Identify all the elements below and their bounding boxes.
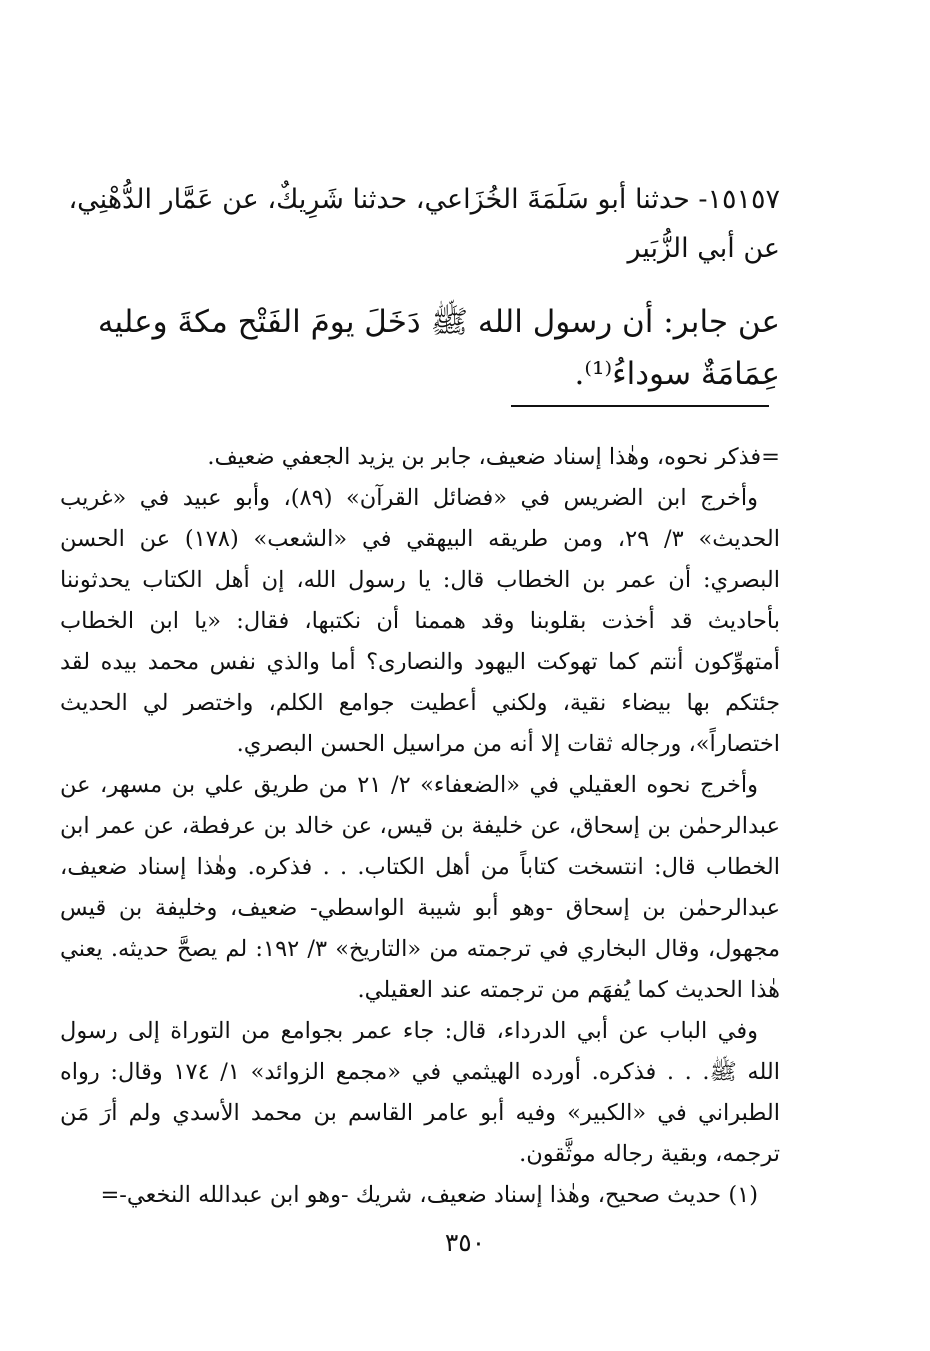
footnote-paragraph: وأخرج نحوه العقيلي في «الضعفاء» ٢/ ٢١ من طريق علي بن مسهر، عن عبدالرحمٰن بن إسحاق، عن خليفة بن قيس، عن خالد بن عرفطة، عن عمر ابن الخطاب قال: انتسخت كتاباً من أهل الكتاب. . . فذكره. وهٰذا إسناد ضعيف، عبدالرحمٰن بن إسحاق -وهو أبو شيبة الواسطي- ضعيف، وخليفة بن قيس مجهول، وقال البخاري في ترجمته من «التاريخ» ٣/ ١٩٢: لم يصحَّ حديثه. يعني هٰذا الحديث كما يُفهَم من ترجمته عند العقيلي. bbox=[60, 772, 781, 1003]
hadith-isnad bbox=[60, 175, 780, 273]
hadith-matn bbox=[60, 296, 780, 400]
matn-line-2: عِمَامَةٌ سوداءُ⁽¹⁾. bbox=[574, 356, 780, 392]
footnote-paragraph: وأخرج ابن الضريس في «فضائل القرآن» (٨٩)، وأبو عبيد في «غريب الحديث» ٣/ ٢٩، ومن طريقه البيهقي في «الشعب» (١٧٨) عن الحسن البصري: أن عمر بن الخطاب قال: يا رسول الله، إن أهل الكتاب يحدثوننا بأحاديث قد أخذت بقلوبنا وقد هممنا أن نكتبها، فقال: «يا ابن الخطاب أمتهوِّكون أنتم كما تهوكت اليهود والنصارى؟ أما والذي نفس محمد بيده لقد جئتكم بها بيضاء نقية، ولكني أعطيت جوامع الكلم، واختصر لي الحديث اختصاراً»، ورجاله ثقات إلا أنه من مراسيل الحسن البصري. bbox=[60, 485, 781, 757]
footnote-paragraph: (١) حديث صحيح، وهٰذا إسناد ضعيف، شريك -وهو ابن عبدالله النخعي-= bbox=[100, 1182, 758, 1208]
isnad-line-1: ١٥١٥٧- حدثنا أبو سَلَمَةَ الخُزَاعي، حدثنا شَرِيكٌ، عن عَمَّار الدُّهْنِي، bbox=[68, 184, 780, 215]
page-number: ٣٥٠ bbox=[444, 1228, 486, 1257]
footnote-divider bbox=[511, 405, 769, 407]
footnotes bbox=[60, 437, 780, 1216]
matn-line-1: عن جابر: أن رسول الله ﷺ دَخَلَ يومَ الفَتْح مكةَ وعليه bbox=[97, 304, 780, 340]
footnote-paragraph: وفي الباب عن أبي الدرداء، قال: جاء عمر بجوامع من التوراة إلى رسول الله ﷺ. . . فذكره. أورده الهيثمي في «مجمع الزوائد» ١/ ١٧٤ وقال: رواه الطبراني في «الكبير» وفيه أبو عامر القاسم بن محمد الأسدي ولم أرَ مَن ترجمه، وبقية رجاله موثَّقون. bbox=[60, 1018, 780, 1167]
isnad-line-2: عن أبي الزُّبَير bbox=[627, 233, 780, 264]
footnote-paragraph: =فذكر نحوه، وهٰذا إسناد ضعيف، جابر بن يزيد الجعفي ضعيف. bbox=[207, 444, 780, 470]
